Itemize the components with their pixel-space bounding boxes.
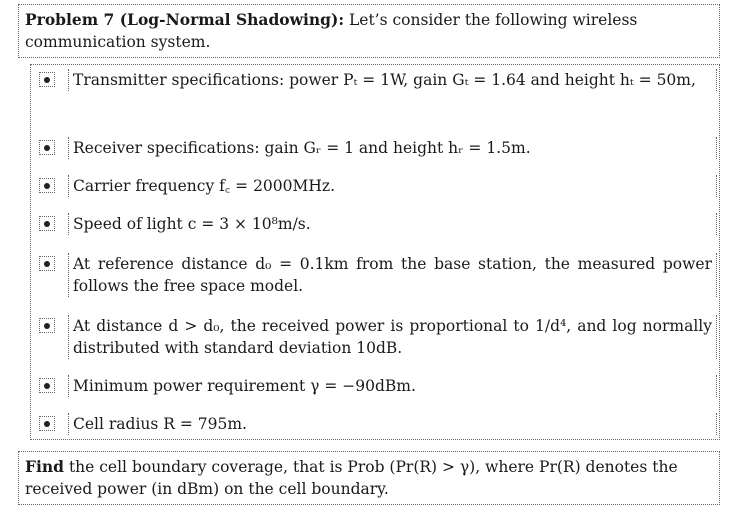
bullet-icon <box>39 72 55 87</box>
list-item <box>47 175 717 197</box>
list-item <box>47 375 717 397</box>
bullet-icon <box>39 140 55 155</box>
list-item <box>47 69 717 91</box>
list-item-text: Cell radius R = 795m. <box>68 413 717 435</box>
find-keyword: Find <box>25 457 64 476</box>
list-item-text: Receiver specifications: gain Gᵣ = 1 and height hᵣ = 1.5m. <box>68 137 717 159</box>
problem-title: Problem 7 (Log-Normal Shadowing): <box>25 10 345 29</box>
list-item-text: At distance d > d₀, the received power is proportional to 1/d⁴, and log normally distributed with standard deviation 10dB. <box>68 315 717 359</box>
list-item <box>47 413 717 435</box>
problem-intro: Let’s consider the following wireless communication system. <box>25 11 638 51</box>
list-item <box>47 137 717 159</box>
bullet-icon <box>39 216 55 231</box>
list-item-text: Minimum power requirement γ = −90dBm. <box>68 375 717 397</box>
specification-list <box>30 64 720 440</box>
find-statement <box>18 451 720 505</box>
list-item <box>47 315 717 359</box>
find-text: the cell boundary coverage, that is Prob (Pr(R) > γ), where Pr(R) denotes the received power (in dBm) on the cell boundary. <box>25 458 678 498</box>
list-item <box>47 253 717 297</box>
bullet-icon <box>39 416 55 431</box>
list-item-text: Speed of light c = 3 × 10⁸m/s. <box>68 213 717 235</box>
list-item-text: Transmitter specifications: power Pₜ = 1W, gain Gₜ = 1.64 and height hₜ = 50m, <box>68 69 717 91</box>
bullet-icon <box>39 378 55 393</box>
problem-statement <box>18 4 720 58</box>
list-item <box>47 213 717 235</box>
list-item-text: Carrier frequency f꜀ = 2000MHz. <box>68 175 717 197</box>
bullet-icon <box>39 318 55 333</box>
bullet-icon <box>39 178 55 193</box>
list-item-text: At reference distance d₀ = 0.1km from the base station, the measured power follows the free space model. <box>68 253 717 297</box>
bullet-icon <box>39 256 55 271</box>
